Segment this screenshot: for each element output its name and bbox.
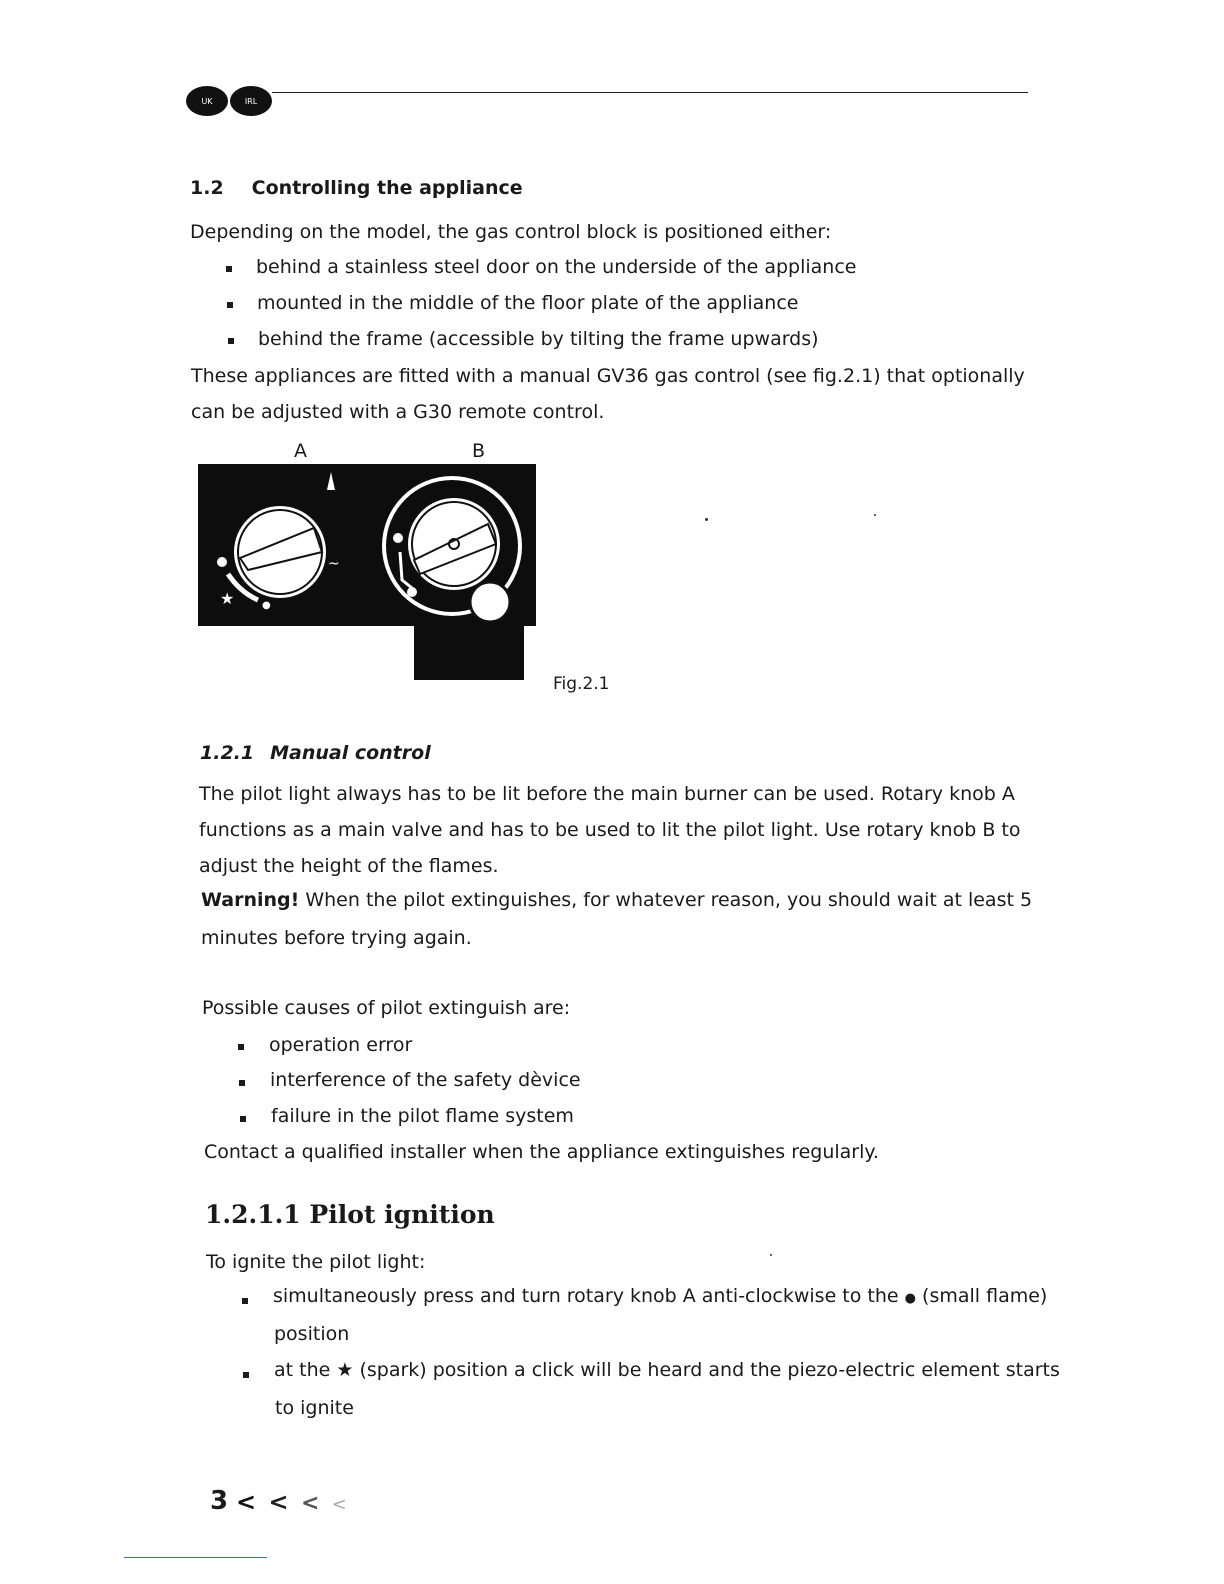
bullet-icon — [226, 266, 232, 272]
speck — [705, 518, 708, 521]
manual-heading — [200, 741, 431, 765]
fitted-text-line-1: These appliances are fitted with a manual GV36 gas control (see fig.2.1) that optionally — [191, 365, 1025, 387]
causes-intro: Possible causes of pilot extinguish are: — [202, 997, 571, 1019]
section-number: 1.2 — [190, 177, 224, 199]
bottom-rule — [124, 1557, 267, 1558]
speck — [770, 1254, 772, 1256]
cause-item: operation error — [269, 1034, 413, 1056]
arrow-icon: < — [236, 1488, 259, 1516]
page-arrows — [236, 1488, 349, 1516]
page-number: 3 — [210, 1486, 229, 1516]
warning-text: When the pilot extinguishes, for whatever reason, you should wait at least 5 — [299, 889, 1033, 911]
speck — [874, 514, 876, 516]
position-item: mounted in the middle of the floor plate of the appliance — [257, 292, 799, 314]
cause-item: failure in the pilot flame system — [271, 1105, 574, 1127]
manual-title: Manual control — [270, 742, 431, 764]
small-flame-icon: ● — [904, 1291, 916, 1306]
position-item: behind the frame (accessible by tilting the frame upwards) — [258, 328, 819, 350]
bullet-icon — [228, 338, 234, 344]
bullet-icon — [243, 1372, 249, 1378]
step-1-line-1 — [273, 1284, 1047, 1311]
control-base — [414, 624, 524, 680]
ignition-intro: To ignite the pilot light: — [206, 1251, 426, 1273]
piezo-button — [470, 582, 510, 622]
manual-line-3: adjust the height of the flames. — [199, 855, 499, 877]
manual-line-2: functions as a main valve and has to be used to lit the pilot light. Use rotary knob B to — [199, 819, 1021, 841]
knob-a-label: A — [294, 440, 307, 462]
gas-control-drawing — [196, 440, 541, 685]
manual-number: 1.2.1 — [200, 742, 255, 764]
step-2-line-1 — [274, 1358, 1060, 1382]
arrow-icon: < — [268, 1488, 291, 1516]
gas-control-figure — [196, 440, 541, 685]
bullet-icon — [240, 1116, 246, 1122]
manual-line-1: The pilot light always has to be lit before the main burner can be used. Rotary knob A — [199, 783, 1015, 805]
step-2-line-2: to ignite — [275, 1397, 354, 1419]
svg-text:●: ● — [262, 600, 271, 611]
header-badges — [186, 86, 274, 116]
fitted-text-line-2: can be adjusted with a G30 remote control. — [191, 401, 605, 423]
header-rule — [272, 92, 1028, 93]
knob-b-label: B — [472, 440, 486, 462]
step-2-text-a: at the — [274, 1359, 331, 1381]
ignition-number: 1.2.1.1 — [205, 1200, 301, 1229]
step-1-text-a: simultaneously press and turn rotary knob A anti-clockwise to the — [273, 1285, 899, 1307]
figure-caption: Fig.2.1 — [553, 674, 610, 694]
arrow-icon: < — [331, 1494, 349, 1515]
position-item: behind a stainless steel door on the underside of the appliance — [256, 256, 857, 278]
small-flame-icon: ~ — [328, 556, 340, 572]
warning-line-2: minutes before trying again. — [201, 927, 472, 949]
warning-label: Warning! — [201, 889, 300, 911]
warning-line-1 — [201, 888, 1032, 912]
section-intro: Depending on the model, the gas control block is positioned either: — [190, 221, 832, 243]
country-badge-irl: IRL — [230, 86, 272, 116]
arrow-icon: < — [300, 1491, 322, 1516]
contact-text: Contact a qualified installer when the appliance extinguishes regularly. — [204, 1141, 879, 1163]
section-heading — [190, 176, 523, 200]
step-2-text-b: (spark) position a click will be heard and the piezo-electric element starts — [359, 1359, 1060, 1381]
spark-icon: ★ — [220, 589, 235, 608]
step-1-text-b: (small flame) — [922, 1285, 1048, 1307]
ignition-title: Pilot ignition — [309, 1200, 495, 1229]
country-badge-uk: UK — [186, 86, 228, 116]
bullet-icon — [238, 1044, 244, 1050]
spark-icon: ★ — [336, 1359, 354, 1381]
bullet-icon — [242, 1298, 248, 1304]
pilot-dot-icon — [217, 557, 227, 567]
step-1-line-2: position — [274, 1323, 350, 1345]
section-title: Controlling the appliance — [251, 177, 523, 199]
ignition-heading — [205, 1200, 495, 1230]
bullet-icon — [227, 302, 233, 308]
cause-item: interference of the safety dèvice — [270, 1069, 581, 1091]
bullet-icon — [239, 1080, 245, 1086]
